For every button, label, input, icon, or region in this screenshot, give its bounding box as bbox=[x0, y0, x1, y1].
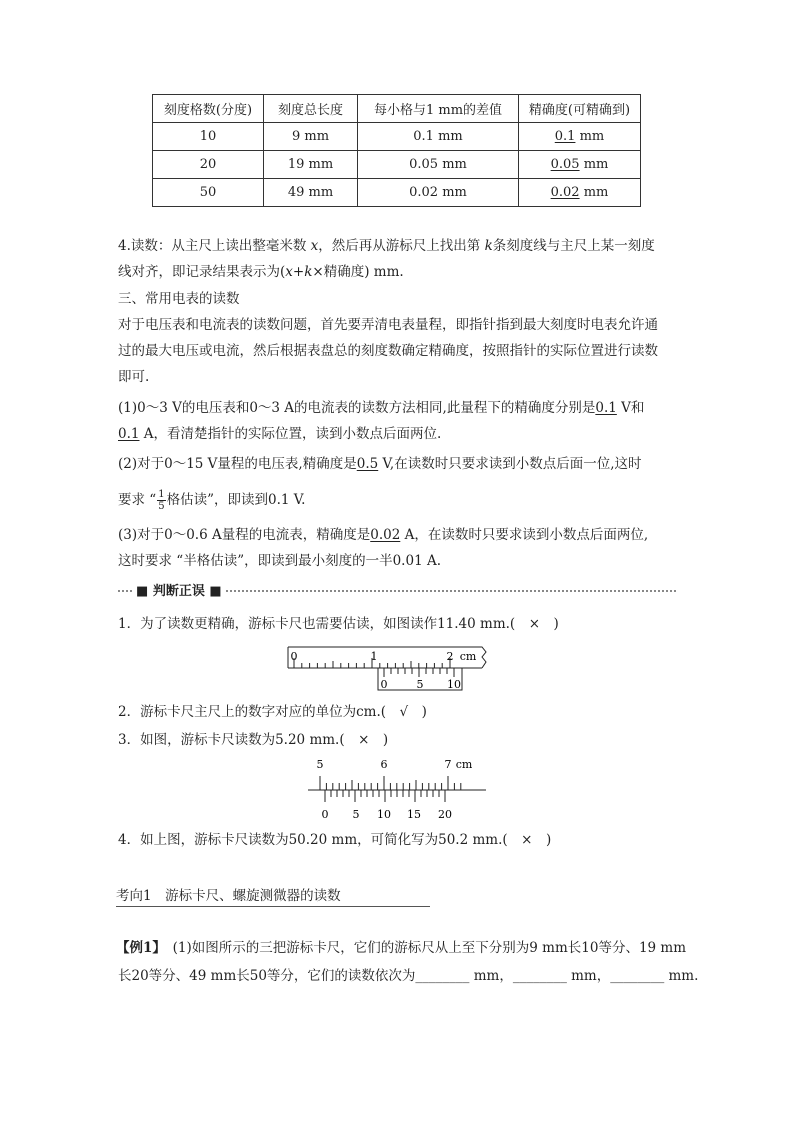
main-scale-label: 2 bbox=[446, 650, 454, 663]
fraction-numerator: 1 bbox=[158, 489, 165, 500]
table-cell: 0.05 mm bbox=[358, 151, 519, 179]
answer-value: 0.05 bbox=[550, 157, 580, 172]
table-cell: 0.1 mm bbox=[358, 123, 519, 151]
item-2-line2 bbox=[118, 486, 305, 514]
table-row bbox=[153, 151, 641, 179]
table-cell: 19 mm bbox=[264, 151, 358, 179]
vernier-label: 5 bbox=[352, 808, 360, 821]
text: 4.读数：从主尺上读出整毫米数 bbox=[118, 238, 311, 254]
unit-label: cm bbox=[455, 758, 473, 771]
vernier-label: 20 bbox=[438, 808, 452, 821]
judge-question-1: 1．为了读数更精确，游标卡尺也需要估读，如图读作11.40 mm.( × ) bbox=[118, 616, 559, 632]
vernier-label: 10 bbox=[377, 808, 391, 821]
judge-section-title: ■ 判断正误 ■ bbox=[132, 580, 226, 599]
paragraph-line: 即可. bbox=[118, 369, 150, 385]
text: (3)对于0～0.6 A量程的电流表，精确度是 bbox=[118, 527, 371, 543]
table-row bbox=[153, 123, 641, 151]
answer-value: 0.1 bbox=[554, 129, 576, 144]
variable-k: k bbox=[304, 264, 313, 280]
table-cell: 0.02 mm bbox=[358, 179, 519, 207]
item-1-line2 bbox=[118, 424, 441, 444]
main-scale-label: 6 bbox=[380, 758, 388, 771]
judge-question-4: 4．如上图，游标卡尺读数为50.20 mm，可简化写为50.2 mm.( × ) bbox=[118, 832, 552, 848]
table-cell: 49 mm bbox=[264, 179, 358, 207]
text: A，看清楚指针的实际位置，读到小数点后面两位. bbox=[139, 426, 442, 442]
table-cell bbox=[519, 123, 641, 151]
vernier-label: 10 bbox=[447, 678, 461, 691]
text: 格估读”，即读到0.1 V. bbox=[166, 492, 306, 508]
main-scale-label: 7 bbox=[444, 758, 452, 771]
item-2-line1 bbox=[118, 454, 641, 474]
main-scale-label: 1 bbox=[370, 650, 378, 663]
table-cell: 50 bbox=[153, 179, 264, 207]
unit-label: cm bbox=[459, 650, 477, 663]
vernier-label: 0 bbox=[321, 808, 329, 821]
text: 线对齐，即记录结果表示为( bbox=[118, 264, 286, 280]
vernier-label: 0 bbox=[380, 678, 388, 691]
table-cell bbox=[519, 179, 641, 207]
text: + bbox=[292, 264, 305, 280]
vernier-label: 5 bbox=[416, 678, 424, 691]
text: (2)对于0～15 V量程的电压表,精确度是 bbox=[118, 456, 357, 472]
text: V和 bbox=[616, 400, 645, 416]
answer-value: 0.5 bbox=[356, 456, 379, 472]
table-row bbox=[153, 179, 641, 207]
item-1-line1 bbox=[118, 398, 644, 418]
answer-value: 0.02 bbox=[550, 185, 580, 200]
variable-k: k bbox=[484, 238, 493, 254]
section-title: 三、常用电表的读数 bbox=[118, 291, 240, 307]
table-cell: 10 bbox=[153, 123, 264, 151]
paragraph-line: 过的最大电压或电流，然后根据表盘总的刻度数确定精确度，按照指针的实际位置进行读数 bbox=[118, 343, 658, 359]
unit: mm bbox=[579, 157, 609, 172]
main-scale-label: 0 bbox=[290, 650, 298, 663]
text: A，在读数时只要求读到小数点后面两位, bbox=[400, 527, 649, 543]
table-cell: 9 mm bbox=[264, 123, 358, 151]
table-cell: 20 bbox=[153, 151, 264, 179]
example-line1 bbox=[116, 938, 686, 958]
table-header-row bbox=[153, 95, 641, 123]
vernier-caliper-figure-2 bbox=[306, 756, 490, 824]
vernier-spec-table bbox=[152, 94, 641, 207]
judge-section-header bbox=[118, 582, 676, 598]
vernier-label: 15 bbox=[407, 808, 421, 821]
answer-value: 0.1 bbox=[118, 426, 140, 442]
text: (1)0～3 V的电压表和0～3 A的电流表的读数方法相同,此量程下的精确度分别是 bbox=[118, 400, 596, 416]
judge-question-3: 3．如图，游标卡尺读数为5.20 mm.( × ) bbox=[118, 732, 389, 748]
topic-title: 考向1 游标卡尺、螺旋测微器的读数 bbox=[116, 888, 341, 904]
variable-x: x bbox=[285, 264, 293, 280]
text: 条刻度线与主尺上某一刻度 bbox=[492, 238, 655, 254]
unit: mm bbox=[575, 129, 605, 144]
variable-x: x bbox=[310, 238, 319, 254]
example-line2: 长20等分、49 mm长50等分，它们的读数依次为________ mm，________ mm，________ mm. bbox=[118, 968, 699, 984]
fraction bbox=[157, 489, 165, 512]
paragraph-line: 对于电压表和电流表的读数问题，首先要弄清电表量程，即指针指到最大刻度时电表允许通 bbox=[118, 317, 658, 333]
table-header: 刻度总长度 bbox=[264, 95, 358, 123]
item-3-line2: 这时要求 “半格估读”，即读到最小刻度的一半0.01 A. bbox=[118, 553, 441, 569]
vernier-caliper-figure-1 bbox=[286, 644, 496, 694]
main-scale-label: 5 bbox=[316, 758, 324, 771]
table-header: 精确度(可精确到) bbox=[519, 95, 641, 123]
item-3-line1 bbox=[118, 525, 648, 545]
text: ×精确度) mm. bbox=[312, 264, 404, 280]
judge-title-text: 判断正误 bbox=[152, 584, 205, 599]
fraction-denominator: 5 bbox=[158, 501, 165, 512]
judge-question-2: 2．游标卡尺主尺上的数字对应的单位为cm.( √ ) bbox=[118, 704, 427, 720]
table-header: 每小格与1 mm的差值 bbox=[358, 95, 519, 123]
vernier-scale-ticks bbox=[325, 790, 445, 802]
main-scale-ticks bbox=[320, 776, 461, 790]
text: V,在读数时只要求读到小数点后面一位,这时 bbox=[378, 456, 642, 472]
vernier-scale-ticks bbox=[384, 668, 454, 677]
text: ，然后再从游标尺上找出第 bbox=[318, 238, 485, 254]
reading-step-4-line1 bbox=[118, 236, 655, 256]
reading-step-4-line2 bbox=[118, 262, 404, 282]
table-cell bbox=[519, 151, 641, 179]
table-header: 刻度格数(分度) bbox=[153, 95, 264, 123]
text: (1)如图所示的三把游标卡尺，它们的游标尺从上至下分别为9 mm长10等分、19 mm bbox=[159, 940, 687, 956]
unit: mm bbox=[579, 185, 609, 200]
text: 要求 “ bbox=[118, 492, 157, 508]
example-tag: 【例1】 bbox=[116, 940, 160, 956]
topic-header bbox=[116, 884, 430, 907]
answer-value: 0.1 bbox=[595, 400, 617, 416]
answer-value: 0.02 bbox=[370, 527, 401, 543]
